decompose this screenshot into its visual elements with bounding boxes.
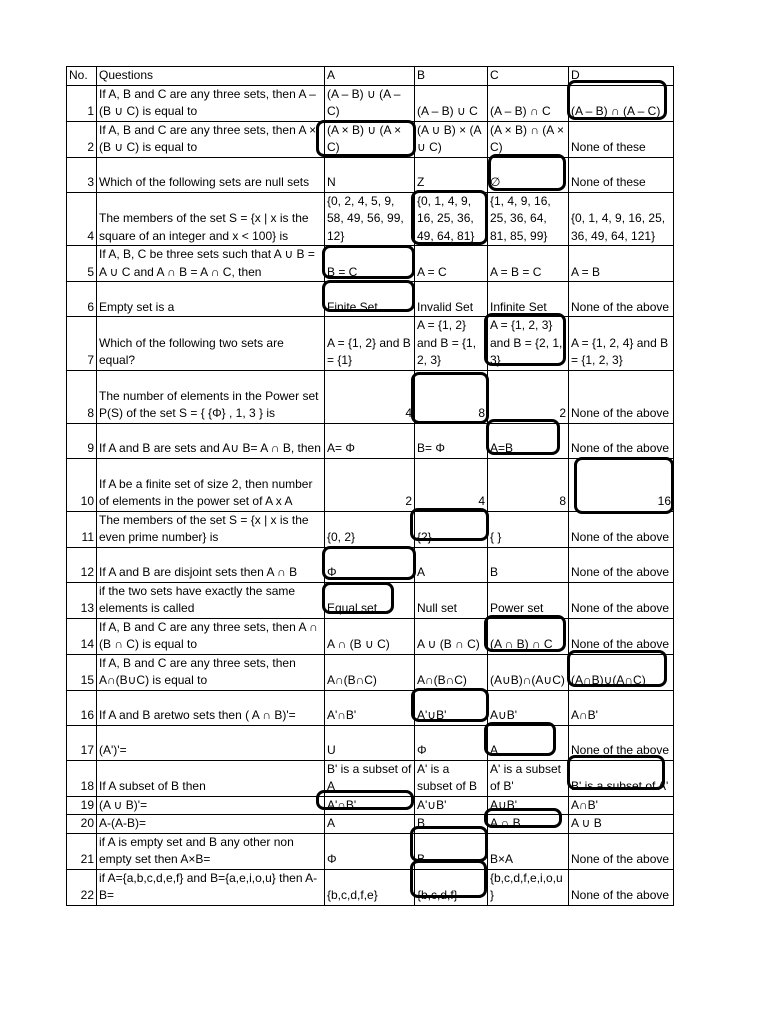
question-number: 8: [67, 370, 97, 423]
option-d: None of the above: [569, 869, 674, 905]
option-a: A ∩ (B ∪ C): [325, 618, 415, 654]
option-a: A= Φ: [325, 423, 415, 458]
option-c: 8: [488, 458, 569, 511]
option-a: 4: [325, 370, 415, 423]
option-b: 8: [415, 370, 488, 423]
question-text: If A subset of B then: [97, 760, 325, 796]
question-number: 22: [67, 869, 97, 905]
option-b: A: [415, 547, 488, 582]
option-a: Φ: [325, 547, 415, 582]
table-row: [67, 654, 674, 690]
answer-sheet: [66, 66, 673, 906]
option-d: None of the above: [569, 370, 674, 423]
option-c: (A × B) ∩ (A × C): [488, 121, 569, 157]
option-c: A' is a subset of B': [488, 760, 569, 796]
table-row: [67, 423, 674, 458]
question-number: 10: [67, 458, 97, 511]
option-a: {0, 2}: [325, 511, 415, 547]
option-d: (A – B) ∩ (A – C): [569, 85, 674, 121]
table-row: [67, 760, 674, 796]
table-row: [67, 796, 674, 815]
question-text: If A and B are disjoint sets then A ∩ B: [97, 547, 325, 582]
table-row: [67, 511, 674, 547]
question-number: 6: [67, 282, 97, 317]
header-option-a: A: [325, 67, 415, 86]
option-d: None of the above: [569, 511, 674, 547]
option-c: 2: [488, 370, 569, 423]
option-d: None of these: [569, 157, 674, 192]
option-c: (A ∩ B) ∩ C: [488, 618, 569, 654]
question-text: If A be a finite set of size 2, then number of elements in the power set of A x A: [97, 458, 325, 511]
option-c: {1, 4, 9, 16, 25, 36, 64, 81, 85, 99}: [488, 192, 569, 246]
option-b: A = {1, 2} and B = {1, 2, 3}: [415, 317, 488, 371]
question-number: 20: [67, 815, 97, 834]
option-d: None of the above: [569, 725, 674, 760]
question-number: 15: [67, 654, 97, 690]
option-b: (A – B) ∪ C: [415, 85, 488, 121]
question-number: 3: [67, 157, 97, 192]
option-b: Z: [415, 157, 488, 192]
table-row: [67, 370, 674, 423]
question-number: 9: [67, 423, 97, 458]
option-c: ∅: [488, 157, 569, 192]
question-text: If A, B and C are any three sets, then A∩(B∪C) is equal to: [97, 654, 325, 690]
option-c: (A∪B)∩(A∪C): [488, 654, 569, 690]
option-b: 4: [415, 458, 488, 511]
option-d: A ∪ B: [569, 815, 674, 834]
option-c: A ∩ B: [488, 815, 569, 834]
option-c: A = {1, 2, 3} and B = {2, 1, 3}: [488, 317, 569, 371]
option-d: {0, 1, 4, 9, 16, 25, 36, 49, 64, 121}: [569, 192, 674, 246]
table-row: [67, 618, 674, 654]
question-text: Which of the following sets are null sets: [97, 157, 325, 192]
option-b: A ∪ (B ∩ C): [415, 618, 488, 654]
option-c: Power set: [488, 582, 569, 618]
option-b: A' is a subset of B: [415, 760, 488, 796]
question-number: 1: [67, 85, 97, 121]
question-number: 18: [67, 760, 97, 796]
option-a: A = {1, 2} and B = {1}: [325, 317, 415, 371]
question-number: 11: [67, 511, 97, 547]
question-text: If A, B and C are any three sets, then A – (B ∪ C) is equal to: [97, 85, 325, 121]
question-text: if A is empty set and B any other non empty set then A×B=: [97, 833, 325, 869]
table-row: [67, 157, 674, 192]
table-row: [67, 815, 674, 834]
table-row: [67, 282, 674, 317]
header-option-d: D: [569, 67, 674, 86]
option-b: Null set: [415, 582, 488, 618]
question-text: Empty set is a: [97, 282, 325, 317]
question-number: 19: [67, 796, 97, 815]
option-b: B: [415, 833, 488, 869]
option-d: None of the above: [569, 582, 674, 618]
option-a: N: [325, 157, 415, 192]
table-row: [67, 690, 674, 725]
option-a: A: [325, 815, 415, 834]
option-d: A = B: [569, 246, 674, 282]
option-a: (A × B) ∪ (A × C): [325, 121, 415, 157]
header-no: No.: [67, 67, 97, 86]
table-row: [67, 85, 674, 121]
option-d: None of the above: [569, 618, 674, 654]
table-row: [67, 246, 674, 282]
question-text: if A={a,b,c,d,e,f} and B={a,e,i,o,u} then A-B=: [97, 869, 325, 905]
option-a: Φ: [325, 833, 415, 869]
option-c: A=B: [488, 423, 569, 458]
option-b: {2}: [415, 511, 488, 547]
option-c: { }: [488, 511, 569, 547]
header-option-b: B: [415, 67, 488, 86]
option-c: A∪B': [488, 690, 569, 725]
table-row: [67, 317, 674, 371]
question-number: 5: [67, 246, 97, 282]
option-d: None of these: [569, 121, 674, 157]
option-a: U: [325, 725, 415, 760]
question-rows: [67, 85, 674, 905]
question-number: 2: [67, 121, 97, 157]
option-d: (A∩B)∪(A∩C): [569, 654, 674, 690]
option-c: (A – B) ∩ C: [488, 85, 569, 121]
option-b: (A ∪ B) × (A ∪ C): [415, 121, 488, 157]
option-d: None of the above: [569, 547, 674, 582]
question-number: 13: [67, 582, 97, 618]
question-number: 14: [67, 618, 97, 654]
table-row: [67, 458, 674, 511]
option-b: {b,c,d,f}: [415, 869, 488, 905]
option-c: {b,c,d,f,e,i,o,u}: [488, 869, 569, 905]
option-d: 16: [569, 458, 674, 511]
option-a: 2: [325, 458, 415, 511]
option-b: B: [415, 815, 488, 834]
option-b: A∩(B∩C): [415, 654, 488, 690]
table-row: [67, 121, 674, 157]
table-row: [67, 833, 674, 869]
question-number: 16: [67, 690, 97, 725]
header-row: [67, 67, 674, 86]
question-text: If A, B and C are any three sets, then A ∩ (B ∩ C) is equal to: [97, 618, 325, 654]
option-a: {0, 2, 4, 5, 9, 58, 49, 56, 99, 12}: [325, 192, 415, 246]
question-text: The members of the set S = {x | x is the square of an integer and x < 100} is: [97, 192, 325, 246]
question-number: 12: [67, 547, 97, 582]
question-text: The number of elements in the Power set P(S) of the set S = { {Φ} , 1, 3 } is: [97, 370, 325, 423]
question-text: if the two sets have exactly the same elements is called: [97, 582, 325, 618]
option-a: A'∩B': [325, 690, 415, 725]
table-row: [67, 869, 674, 905]
table-row: [67, 725, 674, 760]
question-table: [66, 66, 674, 906]
option-c: Infinite Set: [488, 282, 569, 317]
option-d: None of the above: [569, 282, 674, 317]
option-b: A = C: [415, 246, 488, 282]
option-c: A = B = C: [488, 246, 569, 282]
option-a: {b,c,d,f,e}: [325, 869, 415, 905]
option-b: B= Φ: [415, 423, 488, 458]
option-a: Equal set: [325, 582, 415, 618]
option-b: A'∪B': [415, 796, 488, 815]
option-a: B = C: [325, 246, 415, 282]
option-c: B×A: [488, 833, 569, 869]
question-number: 21: [67, 833, 97, 869]
option-c: A: [488, 725, 569, 760]
option-d: A∩B': [569, 690, 674, 725]
option-a: A'∩B': [325, 796, 415, 815]
option-d: A∩B': [569, 796, 674, 815]
option-a: Finite Set: [325, 282, 415, 317]
question-text: If A, B, C be three sets such that A ∪ B = A ∪ C and A ∩ B = A ∩ C, then: [97, 246, 325, 282]
option-b: {0, 1, 4, 9, 16, 25, 36, 49, 64, 81}: [415, 192, 488, 246]
table-row: [67, 192, 674, 246]
question-text: If A, B and C are any three sets, then A × (B ∪ C) is equal to: [97, 121, 325, 157]
option-d: B' is a subset of A': [569, 760, 674, 796]
option-b: A'∪B': [415, 690, 488, 725]
question-text: Which of the following two sets are equal?: [97, 317, 325, 371]
question-text: The members of the set S = {x | x is the even prime number} is: [97, 511, 325, 547]
option-b: Φ: [415, 725, 488, 760]
option-a: B' is a subset of A: [325, 760, 415, 796]
question-number: 17: [67, 725, 97, 760]
table-row: [67, 547, 674, 582]
option-d: None of the above: [569, 423, 674, 458]
option-d: A = {1, 2, 4} and B = {1, 2, 3}: [569, 317, 674, 371]
question-text: If A and B aretwo sets then ( A ∩ B)'=: [97, 690, 325, 725]
question-number: 7: [67, 317, 97, 371]
header-option-c: C: [488, 67, 569, 86]
option-d: None of the above: [569, 833, 674, 869]
option-b: Invalid Set: [415, 282, 488, 317]
question-text: (A')'=: [97, 725, 325, 760]
table-row: [67, 582, 674, 618]
option-c: A∪B': [488, 796, 569, 815]
question-number: 4: [67, 192, 97, 246]
option-a: A∩(B∩C): [325, 654, 415, 690]
question-text: (A ∪ B)'=: [97, 796, 325, 815]
header-questions: Questions: [97, 67, 325, 86]
option-a: (A – B) ∪ (A – C): [325, 85, 415, 121]
option-c: B: [488, 547, 569, 582]
question-text: If A and B are sets and A∪ B= A ∩ B, then: [97, 423, 325, 458]
question-text: A-(A-B)=: [97, 815, 325, 834]
